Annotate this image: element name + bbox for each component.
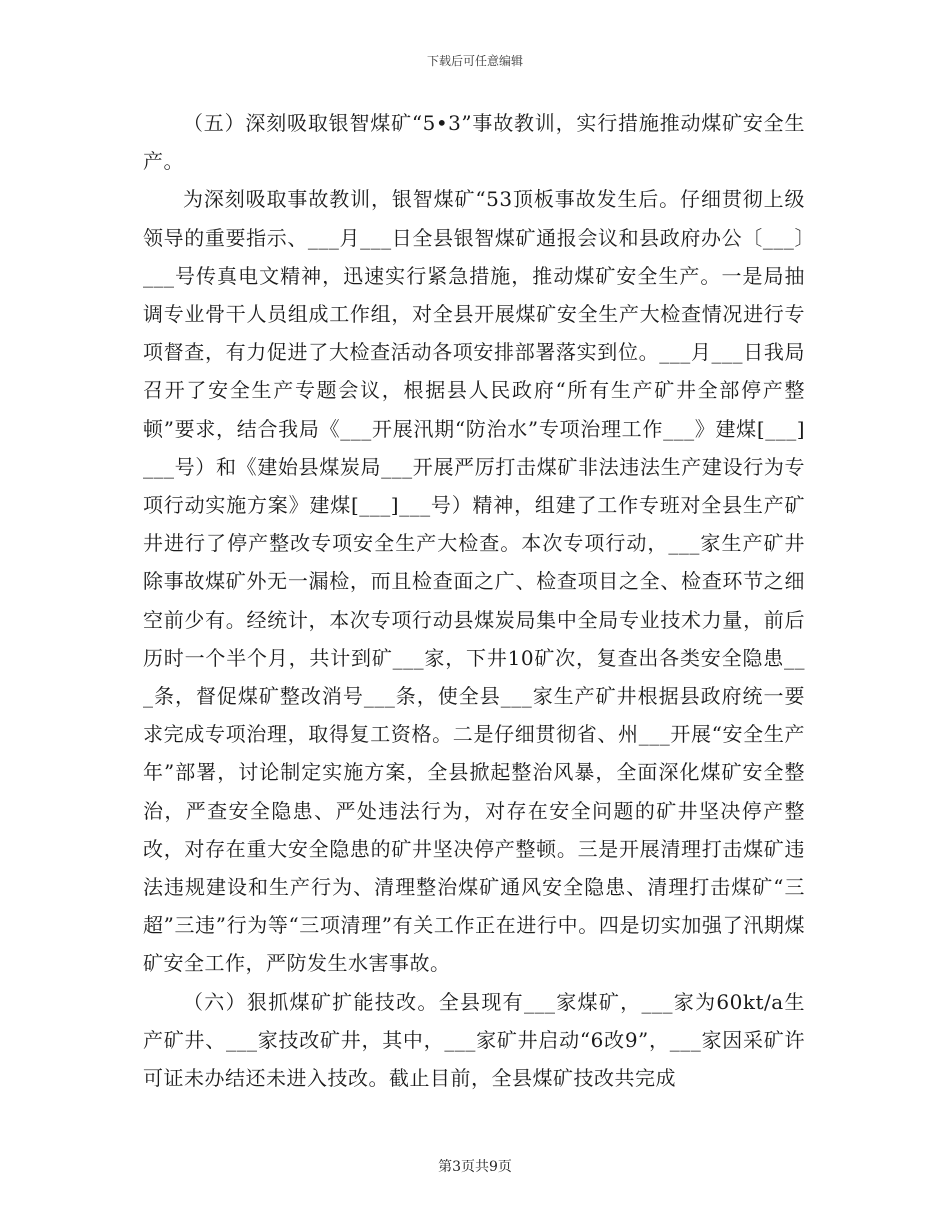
paragraph-section-six: （六）狠抓煤矿扩能技改。全县现有___家煤矿，___家为60kt/a生产矿井、___家技改矿井，其中，___家矿井启动“6改9”，___家因采矿许可证未办结还未进入技改。截止目前，全县煤矿技改共完成 (143, 989, 805, 1091)
page-footer: 第3页共9页 (438, 1159, 512, 1175)
document-body (143, 104, 805, 1097)
paragraph-section-five-body: 为深刻吸取事故教训，银智煤矿“53顶板事故发生后。仔细贯彻上级领导的重要指示、___月___日全县银智煤矿通报会议和县政府办公〔___〕___号传真电文精神，迅速实行紧急措施，推动煤矿安全生产。一是局抽调专业骨干人员组成工作组，对全县开展煤矿安全生产大检查情况进行专项督查，有力促进了大检查活动各项安排部署落实到位。___月___日我局召开了安全生产专题会议，根据县人民政府“所有生产矿井全部停产整顿”要求，结合我局《___开展汛期“防治水”专项治理工作___》建煤[___]___号）和《建始县煤炭局___开展严厉打击煤矿非法违法生产建设行为专项行动实施方案》建煤[___]___号）精神，组建了工作专班对全县生产矿井进行了停产整改专项安全生产大检查。本次专项行动，___家生产矿井除事故煤矿外无一漏检，而且检查面之广、检查项目之全、检查环节之细空前少有。经统计，本次专项行动县煤炭局集中全局专业技术力量，前后历时一个半个月，共计到矿___家，下井10矿次，复查出各类安全隐患___条，督促煤矿整改消号___条，使全县___家生产矿井根据县政府统一要求完成专项治理，取得复工资格。二是仔细贯彻省、州___开展“安全生产年”部署，讨论制定实施方案，全县掀起整治风暴，全面深化煤矿安全整治，严查安全隐患、严处违法行为，对存在安全问题的矿井坚决停产整改，对存在重大安全隐患的矿井坚决停产整顿。三是开展清理打击煤矿违法违规建设和生产行为、清理整治煤矿通风安全隐患、清理打击煤矿“三超”三违”行为等“三项清理”有关工作正在进行中。四是切实加强了汛期煤矿安全工作，严防发生水害事故。 (143, 187, 805, 976)
page-header: 下载后可任意编辑 (426, 54, 523, 68)
paragraph-section-five-heading: （五）深刻吸取银智煤矿“5•3”事故教训，实行措施推动煤矿安全生产。 (143, 111, 805, 174)
